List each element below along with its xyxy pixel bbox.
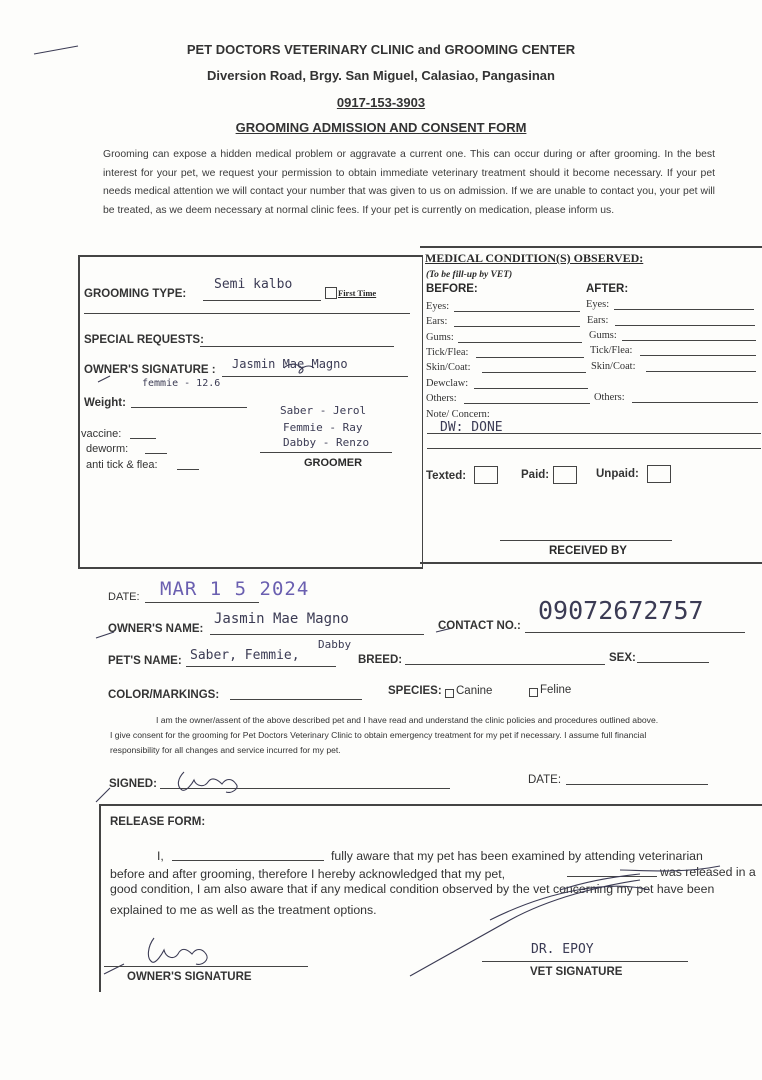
- contact-label: CONTACT NO.:: [438, 620, 521, 632]
- date2-label: DATE:: [528, 774, 562, 786]
- received-by-line[interactable]: [500, 540, 672, 541]
- anti-tick-line[interactable]: [177, 469, 199, 470]
- after-ears-label: Ears:: [587, 315, 609, 326]
- vet-signature-value: DR. EPOY: [531, 942, 594, 957]
- before-skin-label: Skin/Coat:: [426, 362, 471, 373]
- before-others-label: Others:: [426, 393, 457, 404]
- release-line2b: was released in a: [660, 865, 756, 879]
- vet-signature-line[interactable]: [482, 961, 688, 962]
- date2-line[interactable]: [566, 784, 708, 785]
- after-others-line[interactable]: [632, 402, 758, 403]
- before-eyes-line[interactable]: [454, 311, 580, 312]
- after-eyes-line[interactable]: [614, 309, 754, 310]
- grooming-panel: [78, 255, 423, 569]
- consent-line-1: I am the owner/assent of the above described pet and I have read and understand the clinic policies and procedures outlined above.: [156, 715, 659, 725]
- paid-checkbox[interactable]: [553, 466, 577, 484]
- form-title: GROOMING ADMISSION AND CONSENT FORM: [235, 120, 527, 135]
- groomer-dabby: Dabby - Renzo: [283, 436, 370, 449]
- release-name-line[interactable]: [172, 860, 324, 861]
- canine-checkbox[interactable]: [445, 689, 454, 698]
- breed-line[interactable]: [405, 664, 605, 665]
- date-label: DATE:: [108, 591, 140, 603]
- owner-signature-label: OWNER'S SIGNATURE :: [84, 364, 216, 376]
- owner-release-label: OWNER'S SIGNATURE: [127, 971, 252, 983]
- feline-label: Feline: [540, 684, 572, 696]
- weight-line[interactable]: [131, 407, 247, 408]
- owner-name-label: OWNER'S NAME:: [108, 623, 204, 635]
- after-tick-label: Tick/Flea:: [590, 345, 633, 356]
- grooming-type-label: GROOMING TYPE:: [84, 288, 187, 300]
- medical-subtitle: (To be fill-up by VET): [426, 270, 513, 280]
- note-value: DW: DONE: [440, 420, 503, 435]
- after-tick-line[interactable]: [640, 355, 756, 356]
- groomer-femmie: Femmie - Ray: [283, 421, 363, 434]
- consent-line-3: responsibility for all changes and service incurred for my pet.: [110, 745, 341, 755]
- note-line-2[interactable]: [427, 448, 761, 449]
- vaccine-line[interactable]: [130, 438, 156, 439]
- deworm-label: deworm:: [86, 443, 129, 455]
- after-gums-label: Gums:: [589, 330, 617, 341]
- contact-value: 09072672757: [538, 596, 704, 625]
- feline-checkbox[interactable]: [529, 688, 538, 697]
- clinic-address: Diversion Road, Brgy. San Miguel, Calasiao, Pangasinan: [207, 68, 555, 83]
- before-ears-line[interactable]: [454, 326, 580, 327]
- first-time-label: First Time: [338, 288, 377, 298]
- grooming-type-line2[interactable]: [84, 313, 410, 314]
- special-requests-line[interactable]: [200, 346, 394, 347]
- before-label: BEFORE:: [426, 283, 478, 295]
- owner-name-value: Jasmin Mae Magno: [214, 611, 349, 627]
- vet-signature-label: VET SIGNATURE: [530, 966, 623, 978]
- clinic-phone: 0917-153-3903: [336, 95, 426, 110]
- date-stamp: MAR 1 5 2024: [160, 578, 310, 600]
- pet-name-value: Saber, Femmie,: [190, 648, 300, 663]
- groomer-line[interactable]: [260, 452, 392, 453]
- received-by-label: RECEIVED BY: [549, 545, 627, 557]
- unpaid-label: Unpaid:: [596, 468, 639, 480]
- signed-label: SIGNED:: [109, 778, 157, 790]
- sex-line[interactable]: [637, 662, 709, 663]
- anti-tick-label: anti tick & flea:: [86, 459, 158, 471]
- release-i: I,: [157, 849, 164, 863]
- before-tick-line[interactable]: [476, 357, 584, 358]
- strike-marks: [92, 620, 452, 650]
- vaccine-label: vaccine:: [81, 428, 122, 440]
- unpaid-checkbox[interactable]: [647, 465, 671, 483]
- date-line[interactable]: [145, 602, 259, 603]
- groomer-saber: Saber - Jerol: [280, 404, 367, 417]
- after-skin-label: Skin/Coat:: [591, 361, 636, 372]
- after-label: AFTER:: [586, 283, 629, 295]
- paid-label: Paid:: [521, 469, 550, 481]
- after-gums-line[interactable]: [622, 340, 756, 341]
- release-line3: good condition, I am also aware that if any medical condition observed by the vet concerning my pet have been: [110, 882, 715, 896]
- weight-label: Weight:: [84, 397, 126, 409]
- color-markings-line[interactable]: [230, 699, 362, 700]
- note-label: Note/ Concern:: [426, 409, 490, 420]
- special-requests-label: SPECIAL REQUESTS:: [84, 334, 204, 346]
- pet-name-label: PET'S NAME:: [108, 655, 182, 667]
- before-dewclaw-line[interactable]: [474, 388, 588, 389]
- deworm-line[interactable]: [145, 453, 167, 454]
- after-eyes-label: Eyes:: [586, 299, 610, 310]
- before-tick-label: Tick/Flea:: [426, 347, 469, 358]
- pet-name-extra: Dabby: [318, 638, 352, 651]
- before-dewclaw-label: Dewclaw:: [426, 378, 469, 389]
- contact-line[interactable]: [525, 632, 745, 633]
- texted-label: Texted:: [426, 470, 467, 482]
- canine-label: Canine: [456, 685, 493, 697]
- pet-name-line[interactable]: [186, 666, 336, 667]
- grooming-type-value: Semi kalbo: [214, 277, 293, 292]
- before-gums-line[interactable]: [458, 342, 582, 343]
- first-time-checkbox[interactable]: [325, 287, 337, 299]
- sex-label: SEX:: [609, 652, 636, 664]
- intro-paragraph: Grooming can expose a hidden medical problem or aggravate a current one. This can occur during or after grooming. In the best interest for your pet, we request your permission to obtain immediate veterinary treatment should it become necessary. If your pet needs medical attention we will contact your number that was given to us on admission. If we are unable to contact you, your pet will be treated, as we deem necessary at normal clinic fees. If your pet is currently on medication, please inform us.: [103, 149, 715, 216]
- note-line-1[interactable]: [427, 433, 761, 434]
- owner-signature-value: Jasmin Mae Magno: [232, 357, 348, 371]
- clinic-name: PET DOCTORS VETERINARY CLINIC and GROOMING CENTER: [186, 42, 576, 57]
- species-label: SPECIES:: [388, 685, 442, 697]
- color-markings-label: COLOR/MARKINGS:: [108, 689, 220, 701]
- signed-signature: [90, 762, 270, 806]
- before-skin-line[interactable]: [482, 372, 586, 373]
- release-line1: fully aware that my pet has been examined by attending veterinarian: [331, 849, 703, 863]
- grooming-type-line[interactable]: [203, 300, 321, 301]
- texted-checkbox[interactable]: [474, 466, 498, 484]
- weight-note: femmie - 12.6: [142, 378, 221, 389]
- owner-signature-scribble: [94, 362, 404, 392]
- owner-release-line[interactable]: [104, 966, 308, 967]
- before-gums-label: Gums:: [426, 332, 454, 343]
- before-ears-label: Ears:: [426, 316, 448, 327]
- after-ears-line[interactable]: [615, 325, 755, 326]
- before-others-line[interactable]: [464, 403, 590, 404]
- before-eyes-label: Eyes:: [426, 301, 450, 312]
- release-line4: explained to me as well as the treatment options.: [110, 903, 377, 917]
- after-skin-line[interactable]: [646, 371, 756, 372]
- breed-label: BREED:: [358, 654, 403, 666]
- groomer-label: GROOMER: [304, 457, 363, 469]
- release-line2: before and after grooming, therefore I hereby acknowledged that my pet,: [110, 867, 506, 881]
- after-others-label: Others:: [594, 392, 625, 403]
- release-title: RELEASE FORM:: [110, 816, 206, 828]
- medical-title: MEDICAL CONDITION(S) OBSERVED:: [425, 251, 644, 265]
- consent-line-2: I give consent for the grooming for Pet Doctors Veterinary Clinic to obtain emergency treatment for my pet if necessary. I assume full financial: [110, 730, 647, 740]
